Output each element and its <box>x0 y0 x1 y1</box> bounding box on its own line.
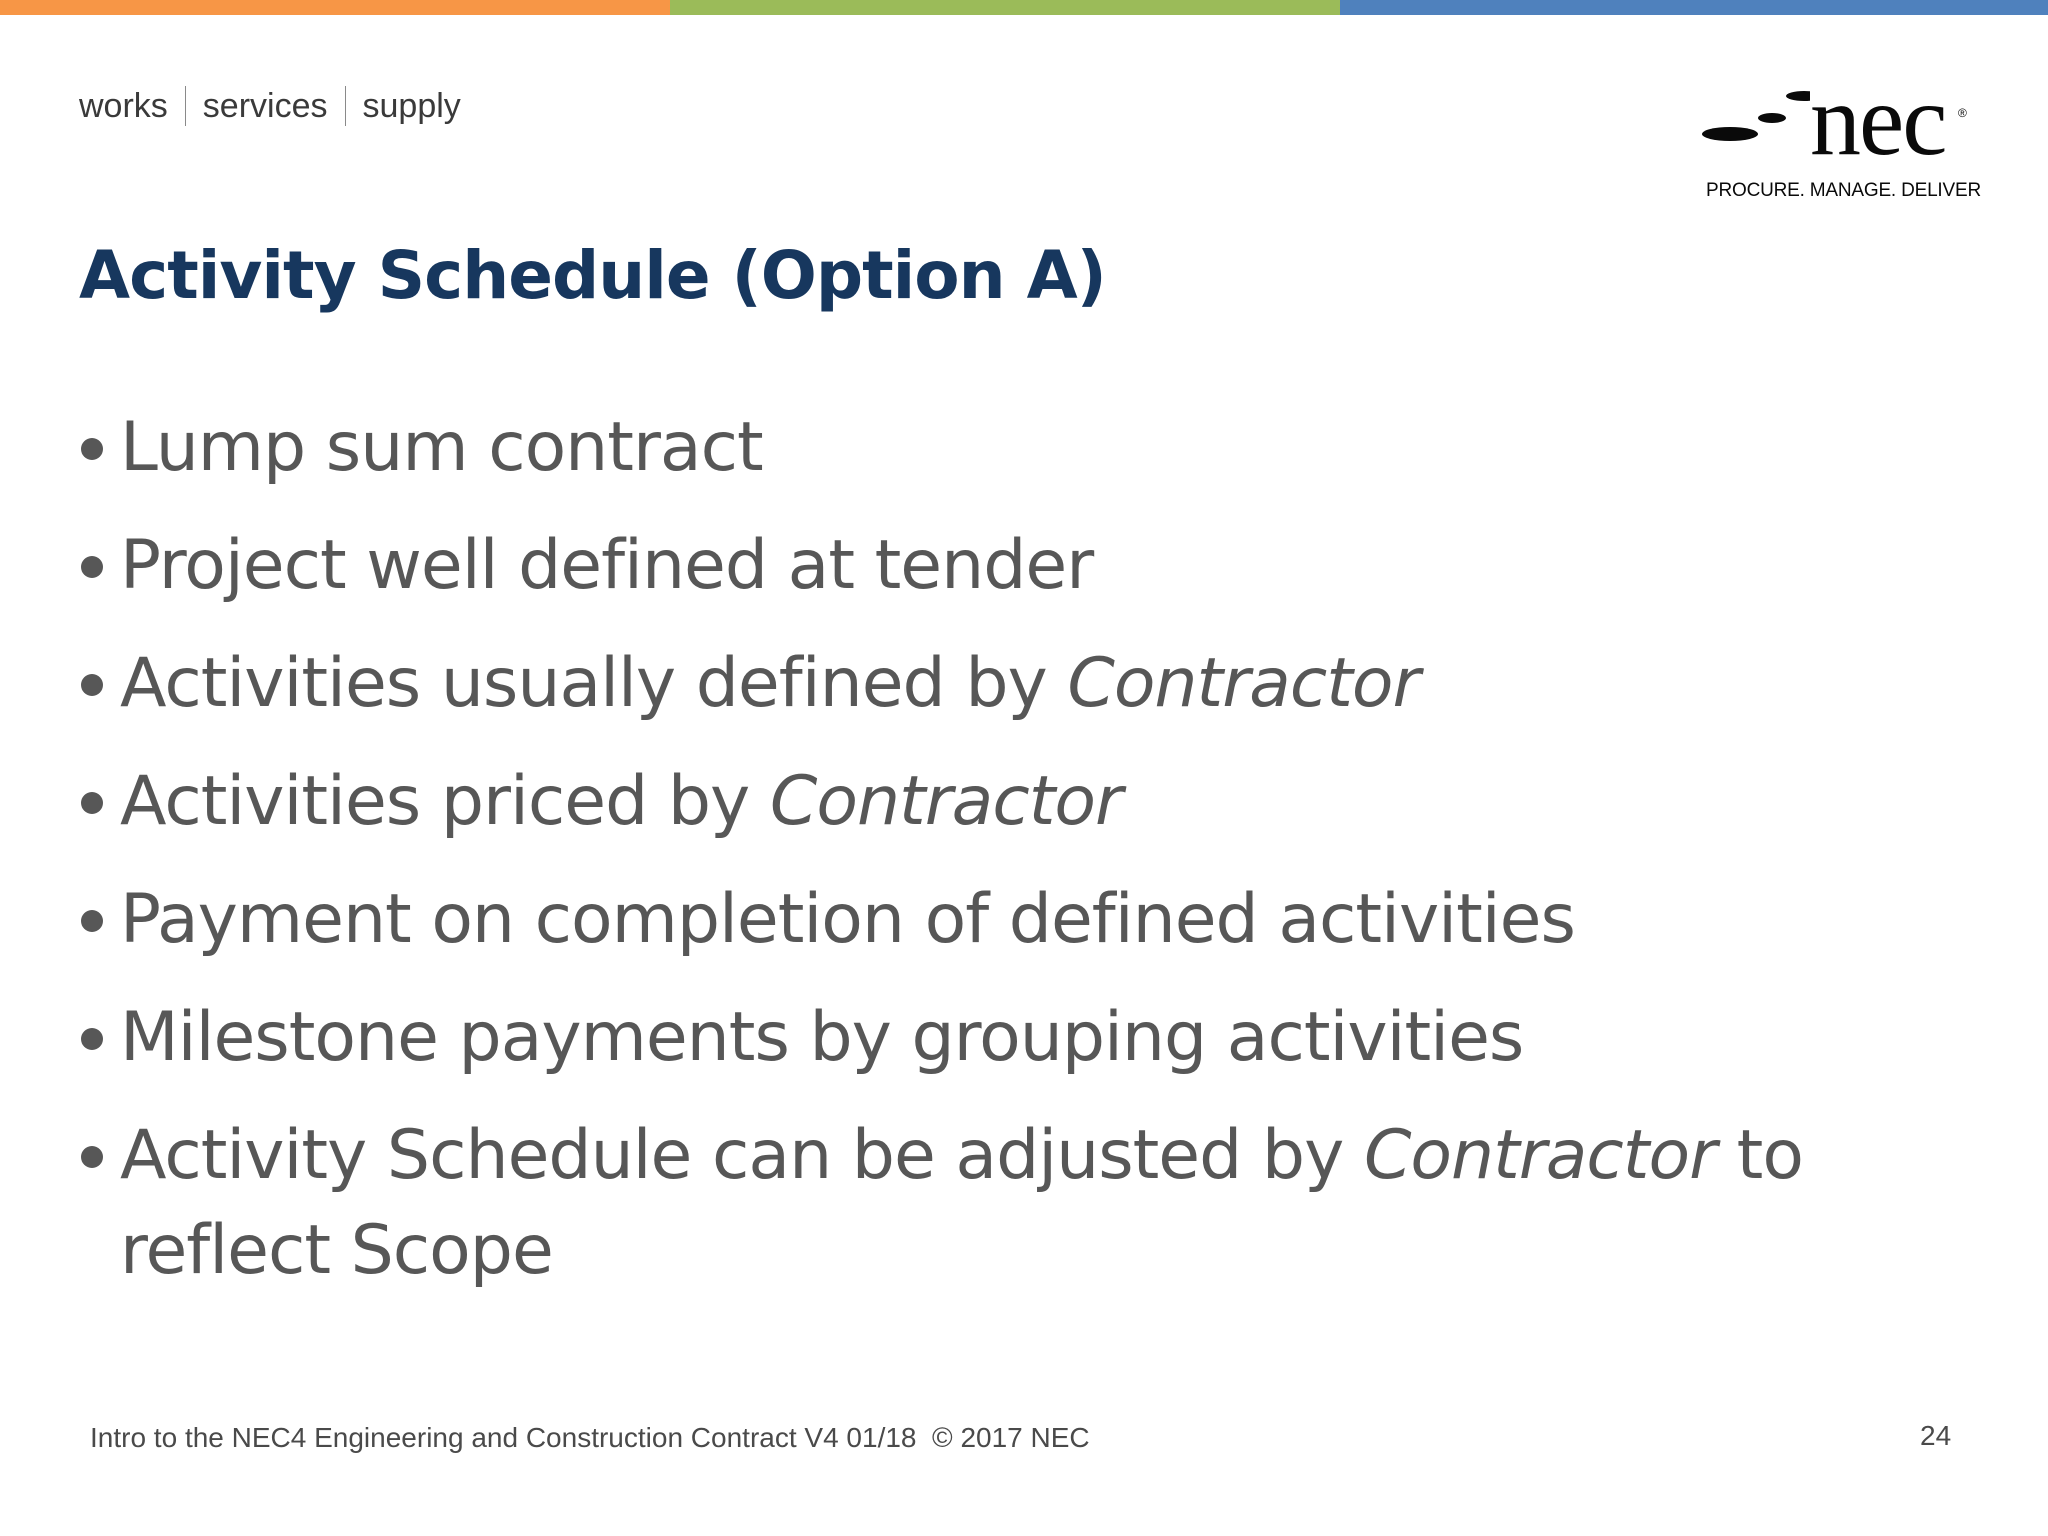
bullet-text: Activities usually defined by <box>120 644 1068 723</box>
bullet-item <box>79 990 1989 1108</box>
bullet-item <box>79 1108 1989 1298</box>
logo-swoosh-large <box>1702 127 1758 141</box>
logo-wordmark: nec <box>1810 64 1946 177</box>
tagline-divider <box>345 86 346 126</box>
nec-logo-mark-icon <box>1700 88 1810 148</box>
bullet-text: Lump sum contract <box>120 408 763 487</box>
bullet-item <box>79 400 1989 518</box>
page-number: 24 <box>1920 1420 1952 1451</box>
bullet-list <box>79 400 1989 1298</box>
top-stripe-blue <box>1340 0 2048 15</box>
bullet-text: Activities priced by <box>120 762 770 841</box>
bullet-dot-icon <box>81 1028 103 1050</box>
nec-logo <box>1700 64 1981 208</box>
bullet-emphasis: Contractor <box>1067 644 1420 723</box>
bullet-text: Activity Schedule can be adjusted by <box>120 1116 1364 1195</box>
bullet-text: Project well defined at tender <box>120 526 1094 605</box>
tagline-divider <box>185 86 186 126</box>
top-stripe-orange <box>0 0 670 15</box>
bullet-emphasis: Contractor <box>1363 1116 1717 1195</box>
top-stripe-green <box>670 0 1340 15</box>
bullet-text-tail: to reflect Scope <box>120 1116 1803 1290</box>
bullet-text: Milestone payments by grouping activities <box>120 998 1524 1077</box>
footer-text: Intro to the NEC4 Engineering and Construction Contract V4 01/18 © 2017 NEC <box>90 1422 1090 1453</box>
bullet-dot-icon <box>81 674 103 696</box>
tagline-services: services <box>202 86 328 125</box>
tagline-works: works <box>79 86 168 125</box>
bullet-item <box>79 754 1989 872</box>
bullet-item <box>79 872 1989 990</box>
logo-swoosh-small <box>1786 91 1810 101</box>
bullet-dot-icon <box>81 910 103 932</box>
bullet-dot-icon <box>81 1146 103 1168</box>
bullet-text: Payment on completion of defined activities <box>120 880 1575 959</box>
bullet-item <box>79 636 1989 754</box>
logo-swoosh-medium <box>1758 113 1786 123</box>
bullet-dot-icon <box>81 556 103 578</box>
bullet-dot-icon <box>81 792 103 814</box>
bullet-emphasis: Contractor <box>769 762 1122 841</box>
slide-title: Activity Schedule (Option A) <box>79 237 1106 314</box>
tagline-supply: supply <box>362 86 461 125</box>
bullet-item <box>79 518 1989 636</box>
header-tagline <box>79 86 461 126</box>
bullet-dot-icon <box>81 438 103 460</box>
logo-registered-mark: ® <box>1958 106 1967 120</box>
logo-tagline: PROCURE. MANAGE. DELIVER <box>1706 180 1981 201</box>
